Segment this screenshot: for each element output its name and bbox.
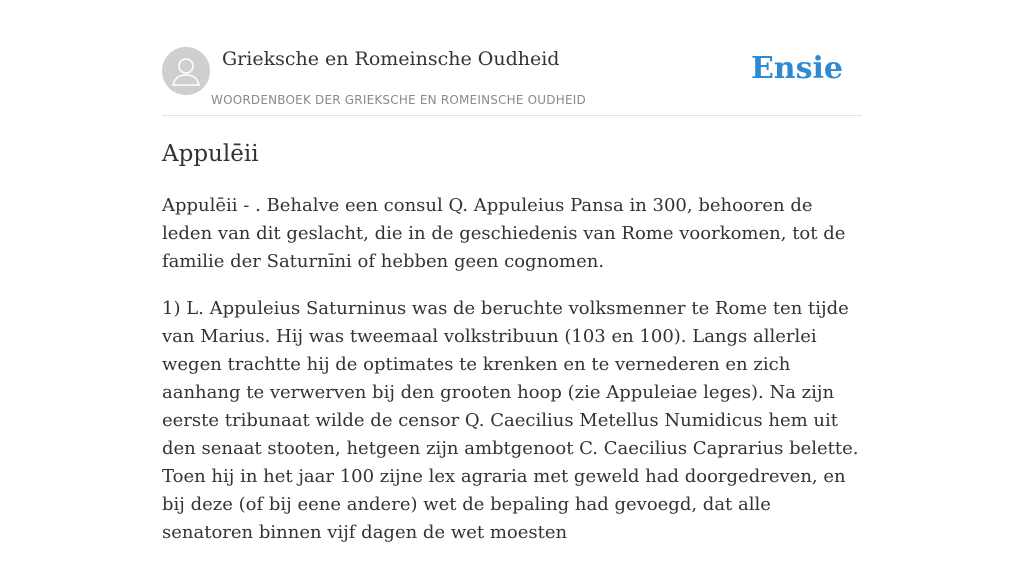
- entry-paragraph: 1) L. Appuleius Saturninus was de beruchte volksmenner te Rome ten tijde van Marius. Hij was tweemaal volkstribuun (103 en 100). Langs allerlei wegen trachtte hij de optimates te krenken en te vernederen en zich aanhang te verwerven bij den grooten hoop (zie Appuleiae leges). Na zijn eerste tribunaat wilde de censor Q. Caecilius Metellus Numidicus hem uit den senaat stooten, hetgeen zijn ambtgenoot C. Caecilius Caprarius belette. Toen hij in het jaar 100 zijne lex agraria met geweld had doorgedreven, en bij deze (of bij eene andere) wet de bepaling had gevoegd, dat alle senatoren binnen vijf dagen de wet moesten: [162, 298, 859, 543]
- source-subtitle[interactable]: WOORDENBOEK DER GRIEKSCHE EN ROMEINSCHE OUDHEID: [211, 93, 586, 107]
- entry-body: [162, 192, 867, 566]
- source-header: [162, 47, 862, 115]
- entry-paragraph: Appulēii - . Behalve een consul Q. Appuleius Pansa in 300, behooren de leden van dit geslacht, die in de geschiedenis van Rome voorkomen, tot de familie der Saturnīni of hebben geen cognomen.: [162, 195, 846, 272]
- user-icon[interactable]: [162, 47, 210, 95]
- source-title[interactable]: Grieksche en Romeinsche Oudheid: [222, 48, 560, 70]
- header-divider: [162, 115, 862, 116]
- entry-title: Appulēii: [162, 141, 259, 167]
- brand-logo[interactable]: Ensie: [750, 51, 843, 86]
